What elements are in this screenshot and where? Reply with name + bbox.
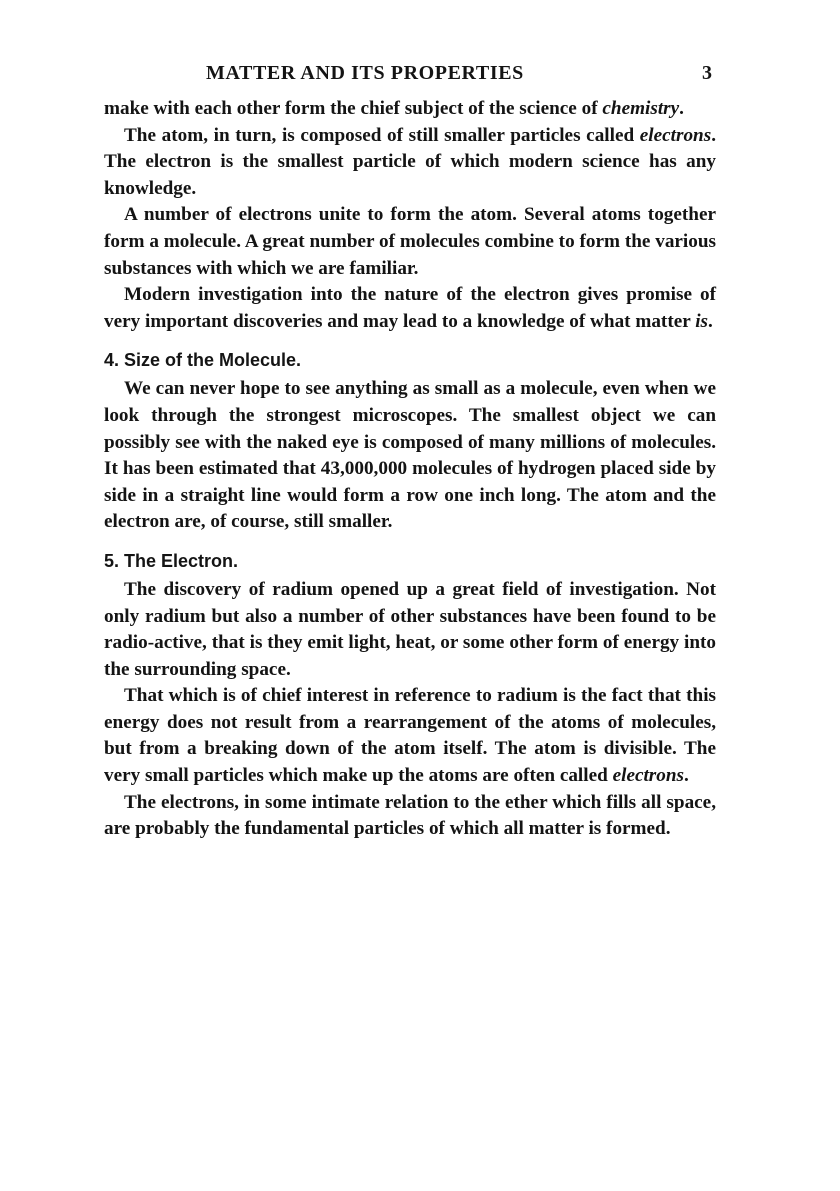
text-run: . The electron is the smallest particle of which modern science has any knowledge. <box>104 124 716 199</box>
text-run: make with each other form the chief subject of the science of <box>104 98 603 119</box>
paragraph-radium-energy <box>104 683 716 789</box>
section-heading-electron: 5. The Electron. <box>104 550 239 571</box>
text-run: That which is of chief interest in reference to radium is the fact that this energy does not result from a rearrangement of the atoms of molecules, but from a breaking down of the atom itself. The atom is divisible. The very small particles which make up the atoms are often called <box>104 685 716 787</box>
paragraph-radium-discovery: The discovery of radium opened up a great field of investigation. Not only radium but also a number of other substances have been found to be radio-active, that is they emit light, heat, or some other form of energy into the surrounding space. <box>104 578 716 680</box>
paragraph-electrons-unite: A number of electrons unite to form the atom. Several atoms together form a molecule. A great number of molecules combine to form the various substances with which we are familiar. <box>104 204 716 279</box>
italic-term: is <box>695 310 709 332</box>
text-run: . <box>679 98 684 119</box>
running-title: MATTER AND ITS PROPERTIES <box>206 62 524 84</box>
page-number: 3 <box>702 62 712 84</box>
italic-term: chemistry <box>602 98 680 119</box>
text-run: The atom, in turn, is composed of still smaller particles called <box>124 124 640 146</box>
text-run: Modern investigation into the nature of the electron gives promise of very important discoveries and may lead to a knowledge of what matter <box>104 284 716 332</box>
paragraph-atom-composition <box>104 123 716 203</box>
running-head <box>104 60 716 90</box>
paragraph-molecule-size: We can never hope to see anything as small as a molecule, even when we look through the strongest microscopes. The smallest object we can possibly see with the naked eye is composed of many millions of molecules. It has been estimated that 43,000,000 molecules of hydrogen placed side by side in a straight line would form a row one inch long. The atom and the electron are, of course, still smaller. <box>104 378 716 533</box>
italic-term: electrons <box>612 765 685 787</box>
text-run: . <box>708 310 713 332</box>
section-heading-size-of-molecule: 4. Size of the Molecule. <box>104 350 302 371</box>
paragraph-fundamental-particles: The electrons, in some intimate relation to the ether which fills all space, are probably the fundamental particles of which all matter is formed. <box>104 791 716 840</box>
text-run: . <box>684 765 689 787</box>
paragraph-modern-investigation <box>104 282 716 335</box>
book-page <box>104 60 716 843</box>
paragraph-chemistry <box>104 96 716 123</box>
italic-term: electrons <box>639 124 712 146</box>
